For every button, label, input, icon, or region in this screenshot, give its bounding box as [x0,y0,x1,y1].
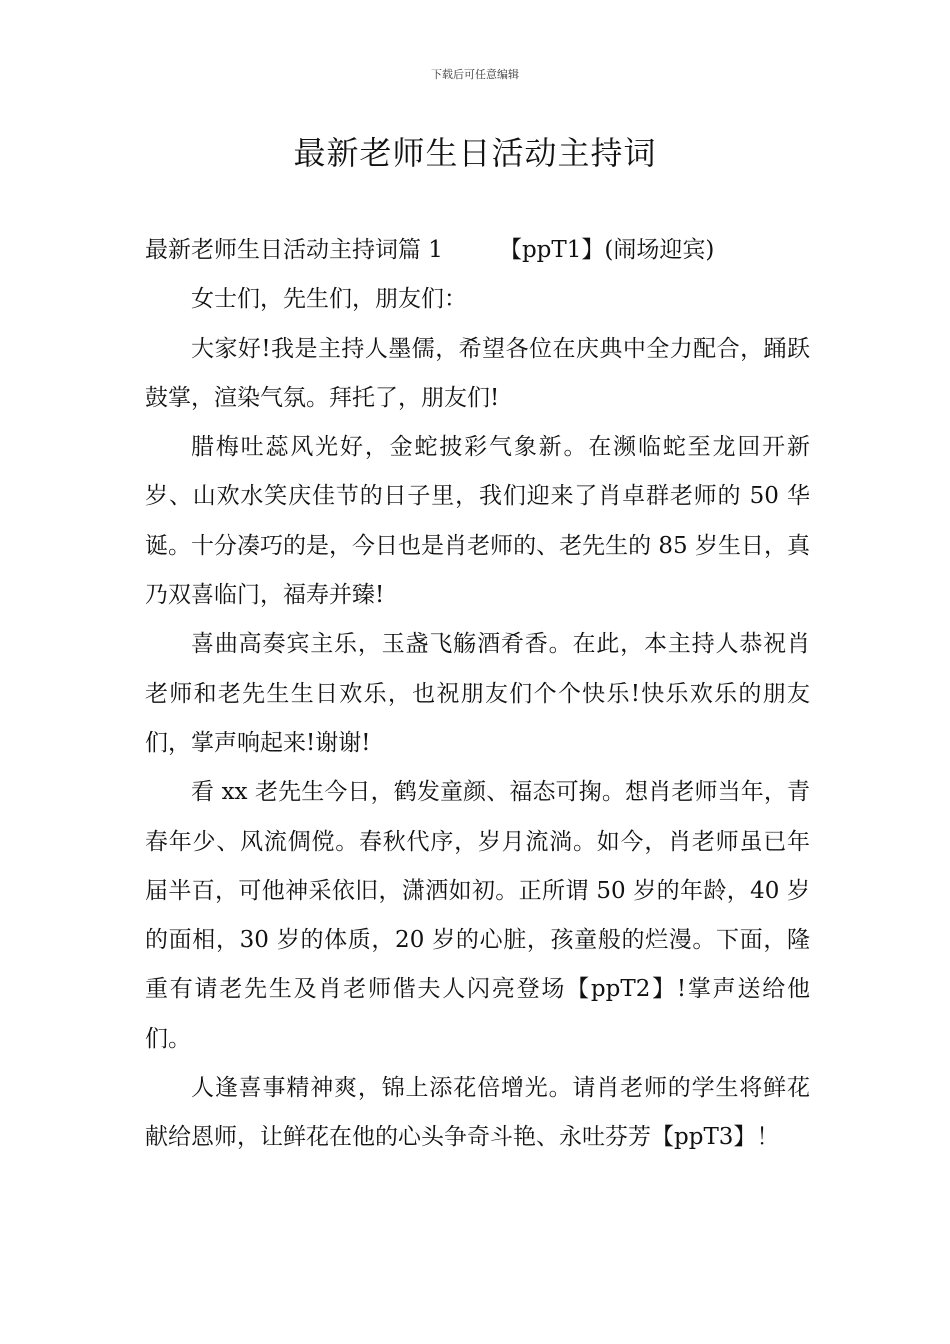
paragraph-greeting: 女士们，先生们，朋友们： [191,286,467,313]
section-heading-line [145,226,810,275]
paragraph-opening: 大家好!我是主持人墨儒，希望各位在庆典中全力配合，踊跃鼓掌，渲染气氛。拜托了，朋友们! [145,335,810,411]
document-title: 最新老师生日活动主持词 [293,134,657,172]
paragraph-flowers: 人逢喜事精神爽，锦上添花倍增光。请肖老师的学生将鲜花献给恩师，让鲜花在他的心头争奇斗艳、永吐芬芳【ppT3】！ [145,1075,810,1151]
document-body [145,226,810,1163]
paragraph-birthday-intro: 腊梅吐蕊风光好，金蛇披彩气象新。在濒临蛇至龙回开新岁、山欢水笑庆佳节的日子里，我们迎来了肖卓群老师的 50 华诞。十分凑巧的是，今日也是肖老师的、老先生的 85 岁生日，真乃双喜临门，福寿并臻! [145,434,810,609]
slide-cue: 【ppT1】(闹场迎宾) [498,237,715,263]
paragraph-guest-entrance: 看 xx 老先生今日，鹤发童颜、福态可掬。想肖老师当年，青春年少、风流倜傥。春秋代序，岁月流淌。如今，肖老师虽已年届半百，可他神采依旧，潇洒如初。正所谓 50 岁的年龄，40 岁的面相，30 岁的体质，20 岁的心脏，孩童般的烂漫。下面，隆重有请老先生及肖老师偕夫人闪亮登场【ppT2】!掌声送给他们。 [145,779,810,1052]
paragraph-blessing: 喜曲高奏宾主乐，玉盏飞觞酒肴香。在此，本主持人恭祝肖老师和老先生生日欢乐，也祝朋友们个个快乐!快乐欢乐的朋友们，掌声响起来!谢谢! [145,631,810,756]
header-note: 下载后可任意编辑 [431,68,519,81]
section-heading: 最新老师生日活动主持词篇 1 [145,237,443,263]
